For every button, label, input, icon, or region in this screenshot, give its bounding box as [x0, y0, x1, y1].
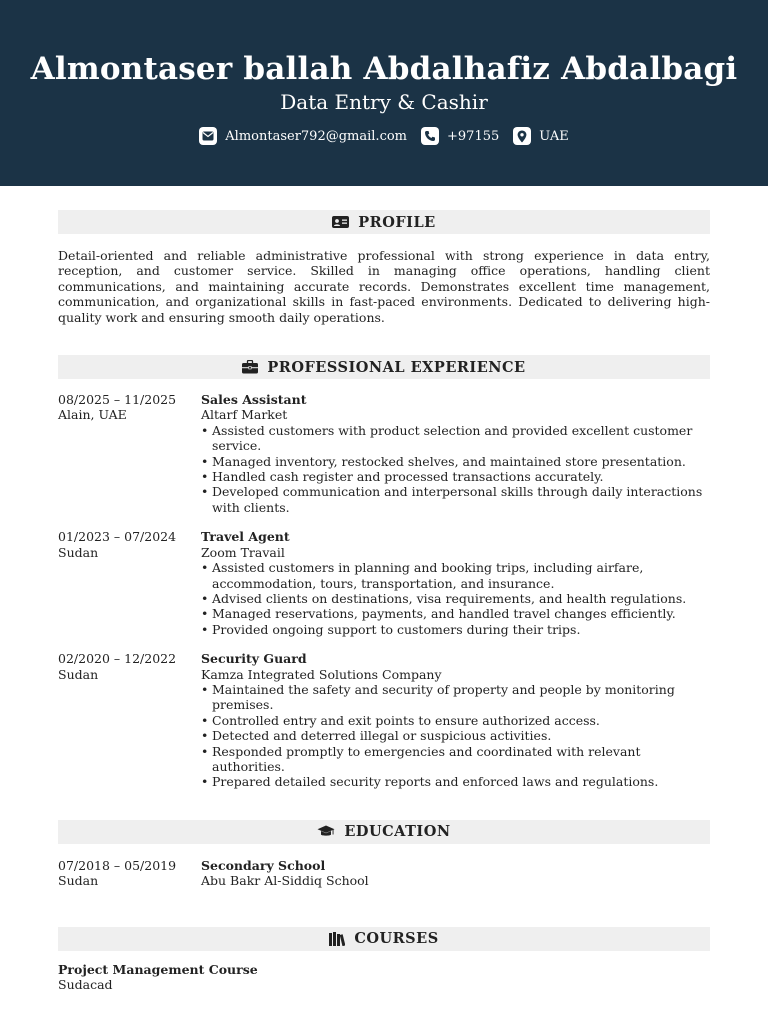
profile-summary: Detail-oriented and reliable administrative professional with strong experience in data entry, reception, and customer service. Skilled in managing office operations, handling client communications, and maintaining accurate records. Demonstrates excellent time management, communication, and organizational skills in fast-paced environments. Dedicated to delivering high-quality work and ensuring smooth daily operations.	[58, 248, 710, 325]
job-duty: • Detected and deterred illegal or suspicious activities.	[212, 728, 710, 743]
envelope-icon	[199, 127, 217, 145]
education-location: Sudan	[58, 873, 99, 889]
job-entry	[58, 392, 710, 515]
experience-heading-text: PROFESSIONAL EXPERIENCE	[267, 358, 526, 376]
job-dates: 01/2023 – 07/2024	[58, 529, 177, 545]
resume-body	[0, 210, 768, 992]
email-text: Almontaser792@gmail.com	[225, 128, 408, 144]
job-duty: • Managed inventory, restocked shelves, and maintained store presentation.	[212, 454, 710, 469]
id-card-icon	[332, 216, 349, 228]
job-duty: • Assisted customers in planning and booking trips, including airfare, accommodation, tours, transportation, and insurance.	[212, 560, 710, 591]
job-duty: • Provided ongoing support to customers during their trips.	[212, 622, 710, 637]
education-entry	[58, 858, 710, 889]
experience-list	[58, 392, 710, 790]
job-location: Sudan	[58, 666, 99, 682]
profile-heading-text: PROFILE	[358, 213, 436, 231]
job-dates: 08/2025 – 11/2025	[58, 392, 177, 408]
course-provider: Sudacad	[58, 977, 113, 992]
contact-email[interactable]	[199, 127, 407, 145]
graduation-cap-icon	[317, 825, 335, 838]
job-duties	[201, 560, 710, 637]
job-company: Kamza Integrated Solutions Company	[201, 666, 442, 682]
education-school: Abu Bakr Al-Siddiq School	[201, 873, 369, 889]
job-duty: • Controlled entry and exit points to ensure authorized access.	[212, 713, 710, 728]
job-entry	[58, 529, 710, 637]
contact-location	[513, 127, 568, 145]
books-icon	[329, 932, 345, 946]
briefcase-icon	[242, 360, 258, 374]
job-duty: • Handled cash register and processed transactions accurately.	[212, 469, 710, 484]
job-duty: • Maintained the safety and security of property and people by monitoring premises.	[212, 682, 710, 713]
section-courses-heading	[58, 927, 710, 951]
job-title: Security Guard	[201, 651, 307, 667]
job-duty: • Advised clients on destinations, visa requirements, and health regulations.	[212, 591, 710, 606]
education-title: Secondary School	[201, 857, 326, 873]
job-duty: • Managed reservations, payments, and handled travel changes efficiently.	[212, 606, 710, 621]
courses-heading-text: COURSES	[354, 930, 439, 948]
phone-text: +97155	[447, 128, 500, 144]
course-entry	[58, 962, 710, 993]
job-title: Travel Agent	[201, 529, 290, 545]
education-heading-text: EDUCATION	[344, 823, 451, 841]
contact-phone[interactable]	[421, 127, 499, 145]
job-title: Sales Assistant	[201, 392, 307, 408]
job-duty: • Prepared detailed security reports and enforced laws and regulations.	[212, 774, 710, 789]
resume-header	[0, 0, 768, 186]
job-duty: • Assisted customers with product selection and provided excellent customer service.	[212, 423, 710, 454]
phone-icon	[421, 127, 439, 145]
map-pin-icon	[513, 127, 531, 145]
candidate-name: Almontaser ballah Abdalhafiz Abdalbagi	[30, 51, 738, 87]
job-entry	[58, 651, 710, 790]
job-duties	[201, 423, 710, 515]
section-experience-heading	[58, 355, 710, 379]
education-dates: 07/2018 – 05/2019	[58, 857, 177, 873]
job-duty: • Developed communication and interpersonal skills through daily interactions with clients.	[212, 484, 710, 515]
job-dates: 02/2020 – 12/2022	[58, 651, 177, 667]
section-education-heading	[58, 820, 710, 844]
section-profile-heading	[58, 210, 710, 234]
contact-bar	[0, 127, 768, 145]
course-title: Project Management Course	[58, 961, 258, 977]
job-duties	[201, 682, 710, 790]
job-location: Alain, UAE	[58, 407, 127, 423]
job-location: Sudan	[58, 544, 99, 560]
job-company: Zoom Travail	[201, 544, 285, 560]
job-company: Altarf Market	[201, 407, 288, 423]
candidate-role: Data Entry & Cashir	[280, 90, 488, 114]
job-duty: • Responded promptly to emergencies and coordinated with relevant authorities.	[212, 744, 710, 775]
location-text: UAE	[539, 128, 569, 144]
